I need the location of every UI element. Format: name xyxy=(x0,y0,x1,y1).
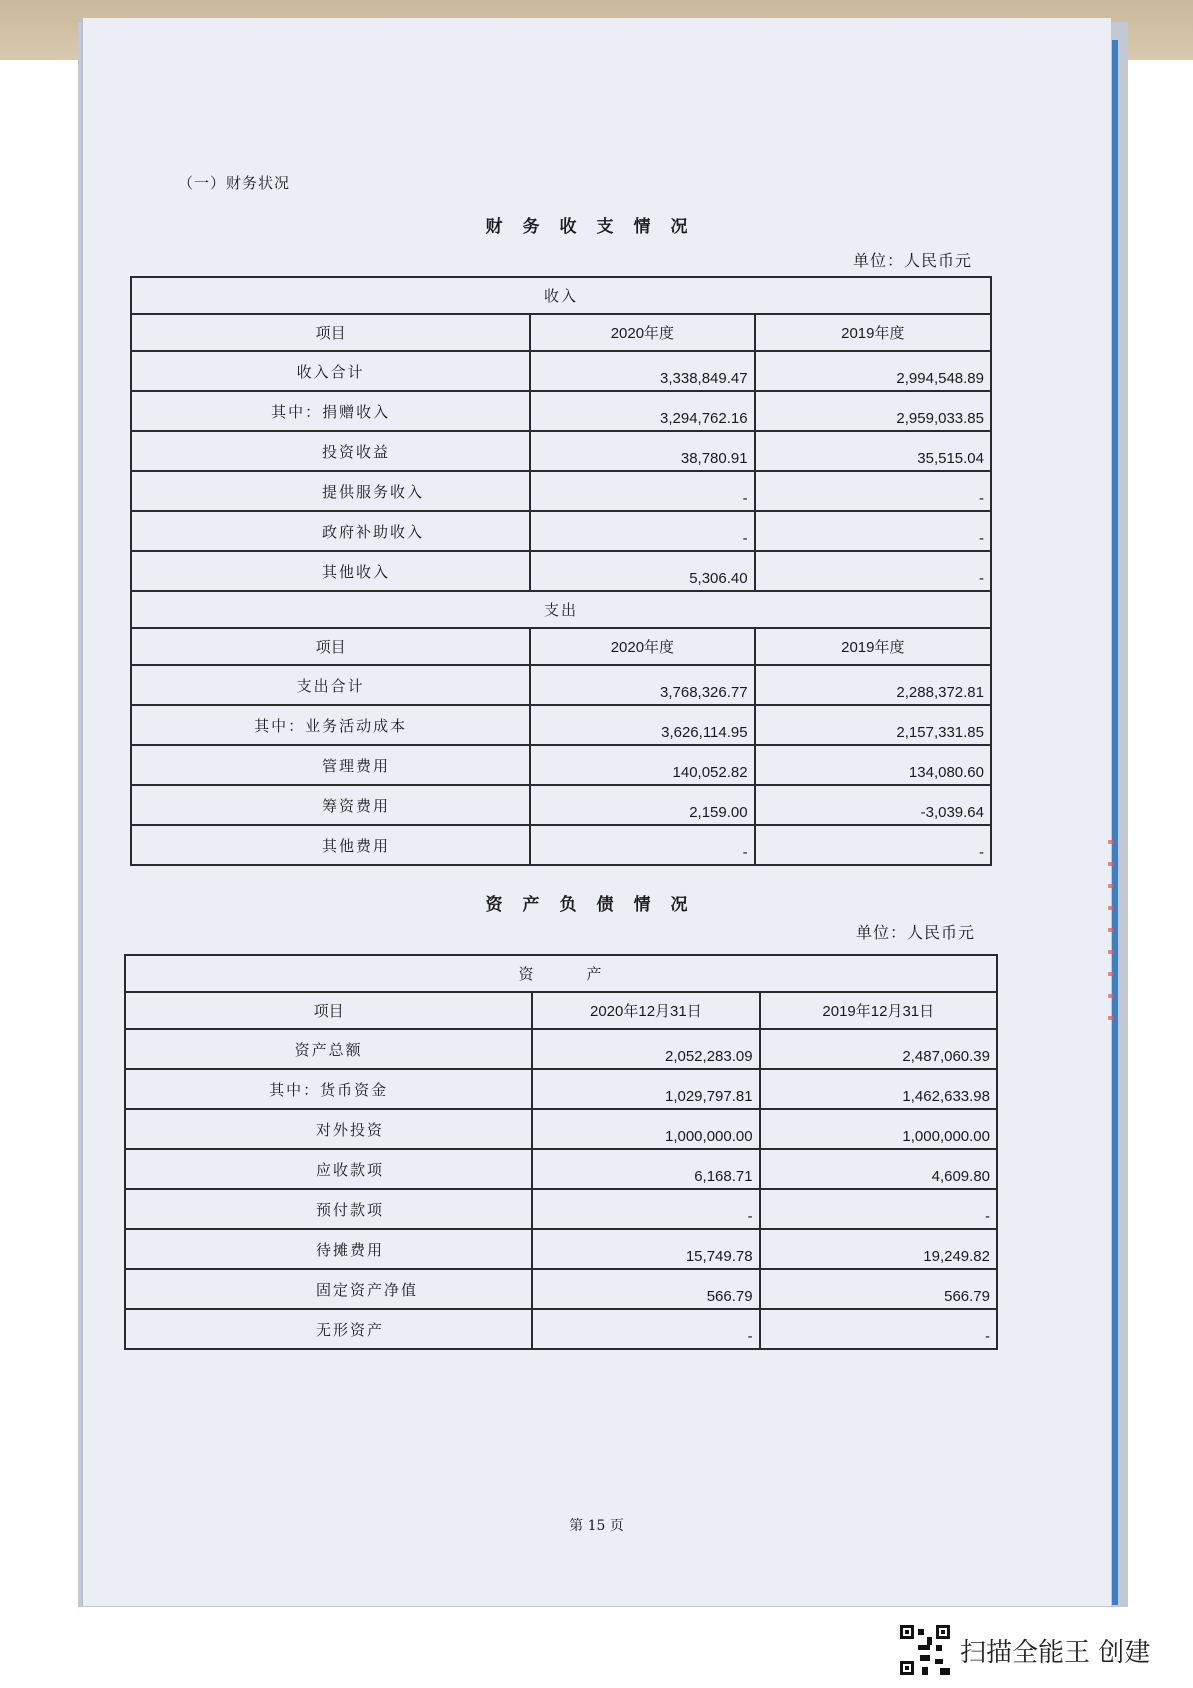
value-2019: 566.79 xyxy=(760,1269,997,1309)
table-row xyxy=(131,745,991,785)
value-2020: 38,780.91 xyxy=(530,431,754,471)
table-row xyxy=(125,955,997,992)
column-header-2020: 2020年度 xyxy=(530,314,754,351)
value-2020: - xyxy=(530,825,754,865)
value-2020: - xyxy=(530,471,754,511)
table-header-row xyxy=(131,628,991,665)
row-label: 提供服务收入 xyxy=(131,471,530,511)
value-2019: 2,994,548.89 xyxy=(755,351,991,391)
column-header-2019: 2019年12月31日 xyxy=(760,992,997,1029)
value-2019: 1,000,000.00 xyxy=(760,1109,997,1149)
table-row xyxy=(125,1309,997,1349)
row-label: 管理费用 xyxy=(131,745,530,785)
row-label: 对外投资 xyxy=(125,1109,532,1149)
balance-table-title: 资产负债情况 xyxy=(485,895,708,915)
table-row xyxy=(131,351,991,391)
table-row xyxy=(131,785,991,825)
row-label: 无形资产 xyxy=(125,1309,532,1349)
row-label: 政府补助收入 xyxy=(131,511,530,551)
value-2019: 134,080.60 xyxy=(755,745,991,785)
row-label: 投资收益 xyxy=(131,431,530,471)
value-2020: 3,338,849.47 xyxy=(530,351,754,391)
row-label: 其他收入 xyxy=(131,551,530,591)
value-2020: 1,000,000.00 xyxy=(532,1109,759,1149)
row-label: 其中：捐赠收入 xyxy=(131,391,530,431)
table-row xyxy=(131,591,991,628)
value-2019: - xyxy=(755,511,991,551)
value-2020: 6,168.71 xyxy=(532,1149,759,1189)
value-2020: 15,749.78 xyxy=(532,1229,759,1269)
value-2020: 1,029,797.81 xyxy=(532,1069,759,1109)
brand-text: 扫描全能王 创建 xyxy=(960,1637,1151,1668)
row-label: 预付款项 xyxy=(125,1189,532,1229)
column-header-2020: 2020年度 xyxy=(530,628,754,665)
table-row xyxy=(125,1149,997,1189)
qr-code-icon xyxy=(900,1625,950,1675)
table-row xyxy=(125,1029,997,1069)
value-2019: 2,288,372.81 xyxy=(755,665,991,705)
income-section-header: 收入 xyxy=(131,277,991,314)
value-2019: 19,249.82 xyxy=(760,1229,997,1269)
column-header-item: 项目 xyxy=(131,628,530,665)
value-2019: - xyxy=(755,471,991,511)
value-2020: - xyxy=(530,511,754,551)
table-row xyxy=(131,511,991,551)
value-2020: 2,159.00 xyxy=(530,785,754,825)
table-row xyxy=(131,277,991,314)
section-heading: （一）财务状况 xyxy=(178,174,291,192)
scanner-watermark xyxy=(900,1625,1150,1675)
row-label: 固定资产净值 xyxy=(125,1269,532,1309)
table-row xyxy=(131,551,991,591)
value-2020: - xyxy=(532,1309,759,1349)
row-label: 其中：业务活动成本 xyxy=(131,705,530,745)
column-header-item: 项目 xyxy=(131,314,530,351)
row-label: 应收款项 xyxy=(125,1149,532,1189)
value-2019: 35,515.04 xyxy=(755,431,991,471)
value-2019: 2,959,033.85 xyxy=(755,391,991,431)
table-row xyxy=(125,1069,997,1109)
value-2019: 1,462,633.98 xyxy=(760,1069,997,1109)
table-row xyxy=(125,1189,997,1229)
table-row xyxy=(125,1109,997,1149)
seal-stamp-edge xyxy=(1108,840,1114,1030)
table-row xyxy=(131,471,991,511)
table-row xyxy=(131,705,991,745)
value-2019: - xyxy=(755,551,991,591)
income-expense-table xyxy=(130,276,992,866)
asset-section-header: 资 产 xyxy=(125,955,997,992)
binder-edge xyxy=(1112,40,1118,1605)
value-2020: 2,052,283.09 xyxy=(532,1029,759,1069)
value-2019: 4,609.80 xyxy=(760,1149,997,1189)
income-unit-label: 单位：人民币元 xyxy=(853,251,973,270)
value-2020: 566.79 xyxy=(532,1269,759,1309)
row-label: 筹资费用 xyxy=(131,785,530,825)
value-2020: 3,768,326.77 xyxy=(530,665,754,705)
row-label: 待摊费用 xyxy=(125,1229,532,1269)
table-header-row xyxy=(131,314,991,351)
value-2019: -3,039.64 xyxy=(755,785,991,825)
column-header-2020: 2020年12月31日 xyxy=(532,992,759,1029)
income-table-title: 财务收支情况 xyxy=(485,217,708,237)
balance-unit-label: 单位：人民币元 xyxy=(856,923,976,942)
balance-sheet-table xyxy=(124,954,998,1350)
table-row xyxy=(131,391,991,431)
column-header-2019: 2019年度 xyxy=(755,628,991,665)
table-row xyxy=(131,431,991,471)
value-2020: - xyxy=(532,1189,759,1229)
row-label: 其中：货币资金 xyxy=(125,1069,532,1109)
value-2019: 2,487,060.39 xyxy=(760,1029,997,1069)
table-row xyxy=(131,825,991,865)
value-2019: - xyxy=(760,1189,997,1229)
row-label: 支出合计 xyxy=(131,665,530,705)
column-header-item: 项目 xyxy=(125,992,532,1029)
table-header-row xyxy=(125,992,997,1029)
value-2019: 2,157,331.85 xyxy=(755,705,991,745)
expense-section-header: 支出 xyxy=(131,591,991,628)
value-2020: 5,306.40 xyxy=(530,551,754,591)
page-number: 第 15 页 xyxy=(569,1518,624,1534)
value-2019: - xyxy=(760,1309,997,1349)
value-2020: 3,294,762.16 xyxy=(530,391,754,431)
value-2020: 3,626,114.95 xyxy=(530,705,754,745)
value-2019: - xyxy=(755,825,991,865)
column-header-2019: 2019年度 xyxy=(755,314,991,351)
value-2020: 140,052.82 xyxy=(530,745,754,785)
table-row xyxy=(125,1269,997,1309)
row-label: 资产总额 xyxy=(125,1029,532,1069)
row-label: 其他费用 xyxy=(131,825,530,865)
table-row xyxy=(131,665,991,705)
row-label: 收入合计 xyxy=(131,351,530,391)
table-row xyxy=(125,1229,997,1269)
